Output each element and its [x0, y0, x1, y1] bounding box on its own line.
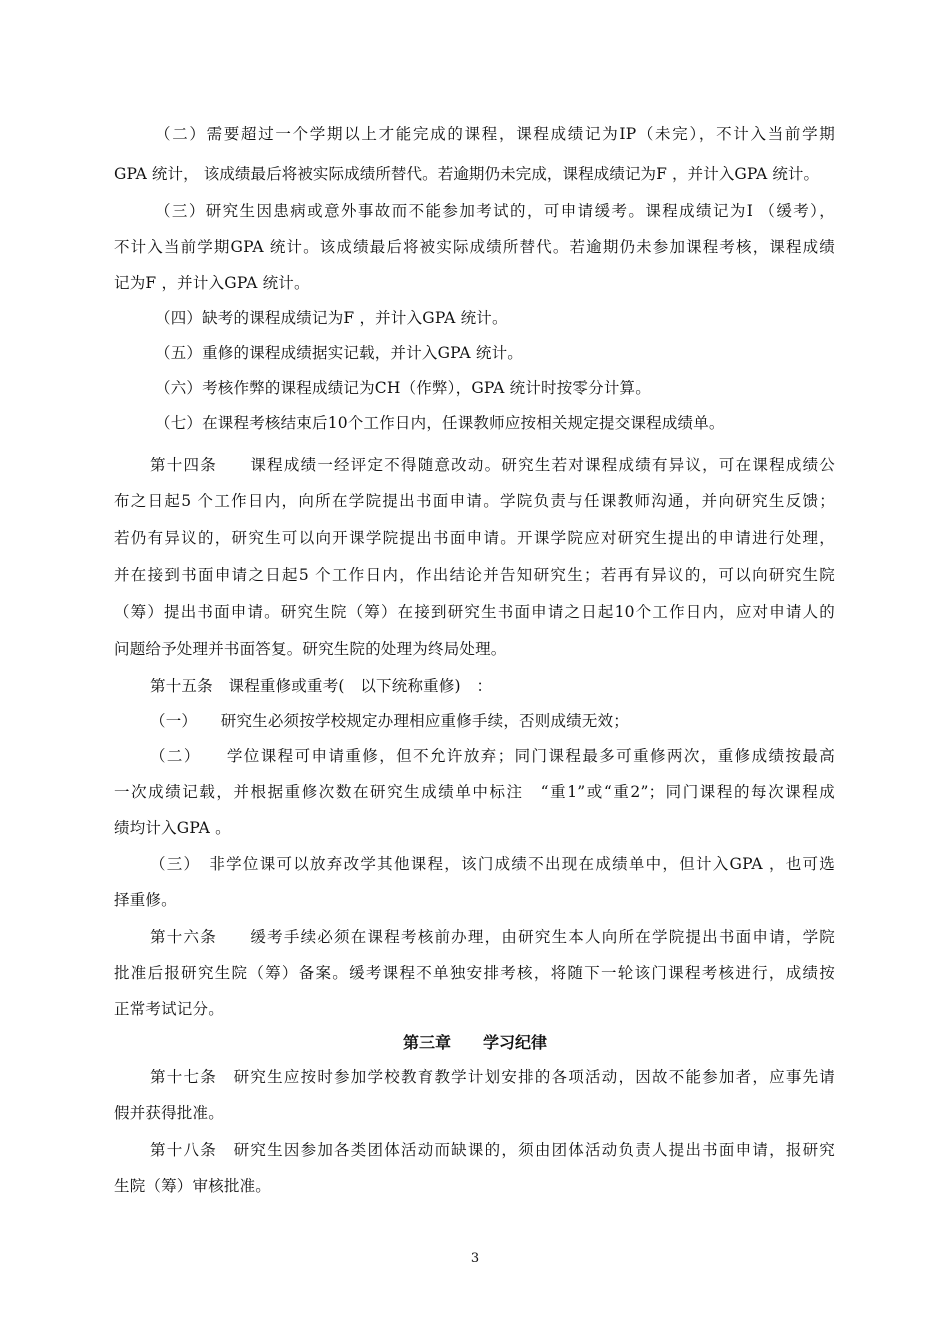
- chapter-heading: 第三章 学习纪律: [402, 1033, 547, 1052]
- article-17-line: 第十七条 研究生应按时参加学校教育教学计划安排的各项活动，因故不能参加者，应事先请: [150, 1068, 835, 1086]
- article-18-line: 第十八条 研究生因参加各类团体活动而缺课的，须由团体活动负责人提出书面申请，报研究: [150, 1141, 835, 1159]
- paragraph-line: 择重修。: [114, 891, 177, 909]
- article-16-line: 第十六条 缓考手续必须在课程考核前办理，由研究生本人向所在学院提出书面申请，学院: [150, 928, 835, 946]
- article-15-line: 第十五条 课程重修或重考( 以下统称重修) ：: [150, 677, 493, 695]
- paragraph-line: （七）在课程考核结束后10个工作日内，任课教师应按相关规定提交课程成绩单。: [155, 414, 725, 432]
- paragraph-line: GPA 统计， 该成绩最后将被实际成绩所替代。若逾期仍未完成，课程成绩记为F ，并计入GPA 统计。: [114, 165, 820, 183]
- article-14-line: 第十四条 课程成绩一经评定不得随意改动。研究生若对课程成绩有异议，可在课程成绩公: [150, 456, 835, 474]
- paragraph-line: 绩均计入GPA 。: [114, 819, 231, 837]
- paragraph-line: 一次成绩记载，并根据重修次数在研究生成绩单中标注 “重1”或“重2”；同门课程的每次课程成: [114, 783, 835, 801]
- paragraph-line: （三）研究生因患病或意外事故而不能参加考试的，可申请缓考。课程成绩记为I （缓考），: [155, 202, 835, 220]
- paragraph-line: 生院（筹）审核批准。: [114, 1177, 272, 1195]
- paragraph-line: 并在接到书面申请之日起5 个工作日内，作出结论并告知研究生；若再有异议的，可以向研究生院: [114, 566, 835, 584]
- paragraph-line: （六）考核作弊的课程成绩记为CH（作弊），GPA 统计时按零分计算。: [155, 379, 651, 397]
- paragraph-line: （一） 研究生必须按学校规定办理相应重修手续，否则成绩无效；: [150, 712, 629, 730]
- paragraph-line: （二） 学位课程可申请重修，但不允许放弃；同门课程最多可重修两次，重修成绩按最高: [150, 747, 835, 765]
- page-number: 3: [470, 1251, 480, 1266]
- paragraph-line: （二）需要超过一个学期以上才能完成的课程，课程成绩记为IP（未完），不计入当前学期: [155, 125, 835, 143]
- paragraph-line: 若仍有异议的，研究生可以向开课学院提出书面申请。开课学院应对研究生提出的申请进行处理，: [114, 529, 835, 547]
- paragraph-line: 记为F ，并计入GPA 统计。: [114, 274, 310, 292]
- paragraph-line: （五）重修的课程成绩据实记载，并计入GPA 统计。: [155, 344, 524, 362]
- paragraph-line: （四）缺考的课程成绩记为F ，并计入GPA 统计。: [155, 309, 508, 327]
- paragraph-line: 正常考试记分。: [114, 1000, 224, 1018]
- paragraph-line: 不计入当前学期GPA 统计。该成绩最后将被实际成绩所替代。若逾期仍未参加课程考核，课程成绩: [114, 238, 835, 256]
- paragraph-line: （三） 非学位课可以放弃改学其他课程，该门成绩不出现在成绩单中，但计入GPA ，也可选: [150, 855, 835, 873]
- paragraph-line: （筹）提出书面申请。研究生院（筹）在接到研究生书面申请之日起10个工作日内，应对申请人的: [114, 603, 835, 621]
- paragraph-line: 假并获得批准。: [114, 1104, 224, 1122]
- paragraph-line: 批准后报研究生院（筹）备案。缓考课程不单独安排考核，将随下一轮该门课程考核进行，成绩按: [114, 964, 835, 982]
- paragraph-line: 问题给予处理并书面答复。研究生院的处理为终局处理。: [114, 640, 507, 658]
- paragraph-line: 布之日起5 个工作日内，向所在学院提出书面申请。学院负责与任课教师沟通，并向研究生反馈；: [114, 492, 835, 510]
